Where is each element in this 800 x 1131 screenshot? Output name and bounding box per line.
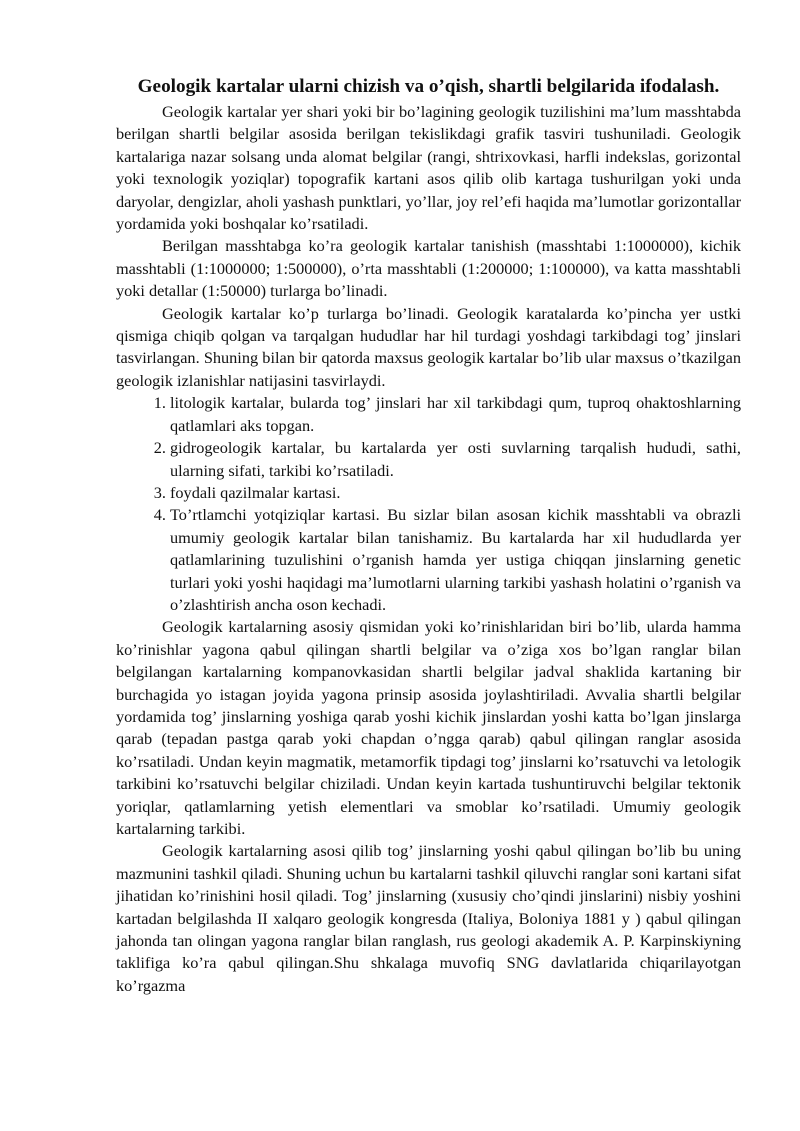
list-item: 2. gidrogeologik kartalar, bu kartalarda yer osti suvlarning tarqalish hududi, sathi, ularning sifati, tarkibi ko’rsatiladi. — [170, 437, 741, 482]
map-types-list — [116, 392, 741, 616]
paragraph-types: Geologik kartalar ko’p turlarga bo’linadi. Geologik karatalarda ko’pincha yer ustki qismiga chiqib qolgan va tarqalgan hududlar har hil turdagi yoshdagi tarkibdagi tog’ jinslari tasvirlangan. Shuning bilan bir qatorda maxsus geologik kartalar bo’lib ular maxsus o’tkazilgan geologik izlanishlar natijasini tasvirlaydi. — [116, 303, 741, 390]
paragraph-color-scale: Geologik kartalarning asosi qilib tog’ jinslarning yoshi qabul qilingan bo’lib bu uning mazmunini tashkil qiladi. Shuning uchun bu kartalarni tashkil qiluvchi ranglar soni kartani sifat jihatidan ko’rinishini hosil qiladi. Tog’ jinslarning (xususiy cho’qindi jinslarini) nisbiy yoshini kartadan belgilashda II xalqaro geologik kongresda (Italiya, Boloniya 1881 y ) qabul qilingan jahonda tan olingan yagona ranglar bilan ranglash, rus geologi akademik A. P. Karpinskiyning taklifiga ko’ra qabul qilingan.Shu shkalaga muvofiq SNG davlatlarida chiqarilayotgan ko’rgazma — [116, 841, 741, 995]
document-title: Geologik kartalar ularni chizish va o’qish, shartli belgilarida ifodalash. — [137, 76, 720, 97]
paragraph-scales: Berilgan masshtabga ko’ra geologik kartalar tanishish (masshtabi 1:1000000), kichik masshtabli (1:1000000; 1:500000), o’rta masshtabli (1:200000; 1:100000), va katta masshtabli yoki detallar (1:50000) turlarga bo’linadi. — [116, 236, 741, 301]
list-item: 4. To’rtlamchi yotqiziqlar kartasi. Bu sizlar bilan asosan kichik masshtabli va obrazli umumiy geologik kartalar bilan tanishamiz. Bu kartalarda har xil hududlarda yer qatlamlarining tuzulishini o’rganish hamda yer ustiga chiqqan jinslarning genetic turlari yoki yoshi haqidagi ma’lumotlarni ularning tarkibi yashash holatini o’rganish va o’zlashtirish ancha oson kechadi. — [170, 504, 741, 616]
paragraph-legend: Geologik kartalarning asosiy qismidan yoki ko’rinishlaridan biri bo’lib, ularda hamma ko’rinishlar yagona qabul qilingan shartli belgilar va o’ziga xos bo’lgan ranglar bilan belgilangan kartalarning kompanovkasidan shartli belgilar jadval shaklida kartaning bir burchagida yo istagan joyida yagona prinsip asosida joylashtiriladi. Avvalia shartli belgilar yordamida tog’ jinslarning yoshiga qarab yoshi kichik jinslardan yoshi katta bo’lgan jinslarga qarab (tepadan pastga qarab yoki chapdan o’ngga qarab) qabul qilingan ranglar asosida ko’rsatiladi. Undan keyin magmatik, metamorfik tipdagi tog’ jinslarni ko’rsatuvchi va letologik tarkibini ko’rsatuvchi belgilar chiziladi. Undan keyin kartada tushuntiruvchi belgilar tektonik yoriqlar, qatlamlarning yetish elementlari va smoblar ko’rsatiladi. Umumiy geologik kartalarning tarkibi. — [116, 617, 741, 838]
list-item: 3. foydali qazilmalar kartasi. — [170, 482, 741, 504]
list-item: 1. litologik kartalar, bularda tog’ jinslari har xil tarkibdagi qum, tuproq ohaktoshlarning qatlamlari aks topgan. — [170, 392, 741, 437]
paragraph-definition: Geologik kartalar yer shari yoki bir bo’lagining geologik tuzilishini ma’lum masshtabda berilgan shartli belgilar asosida berilgan tekislikdagi grafik tasviri tushuniladi. Geologik kartalariga nazar solsang unda alomat belgilar (rangi, shtrixovkasi, harfli indekslas, gorizontal yoki texnologik yoziqlar) topografik kartani asos qilib olib kartaga tushurilgan yoki unda daryolar, dengizlar, aholi yashash punktlari, yo’llar, joy rel’efi haqida ma’lumotlar gorizontallar yordamida yoki boshqalar ko’rsatiladi. — [116, 102, 741, 234]
